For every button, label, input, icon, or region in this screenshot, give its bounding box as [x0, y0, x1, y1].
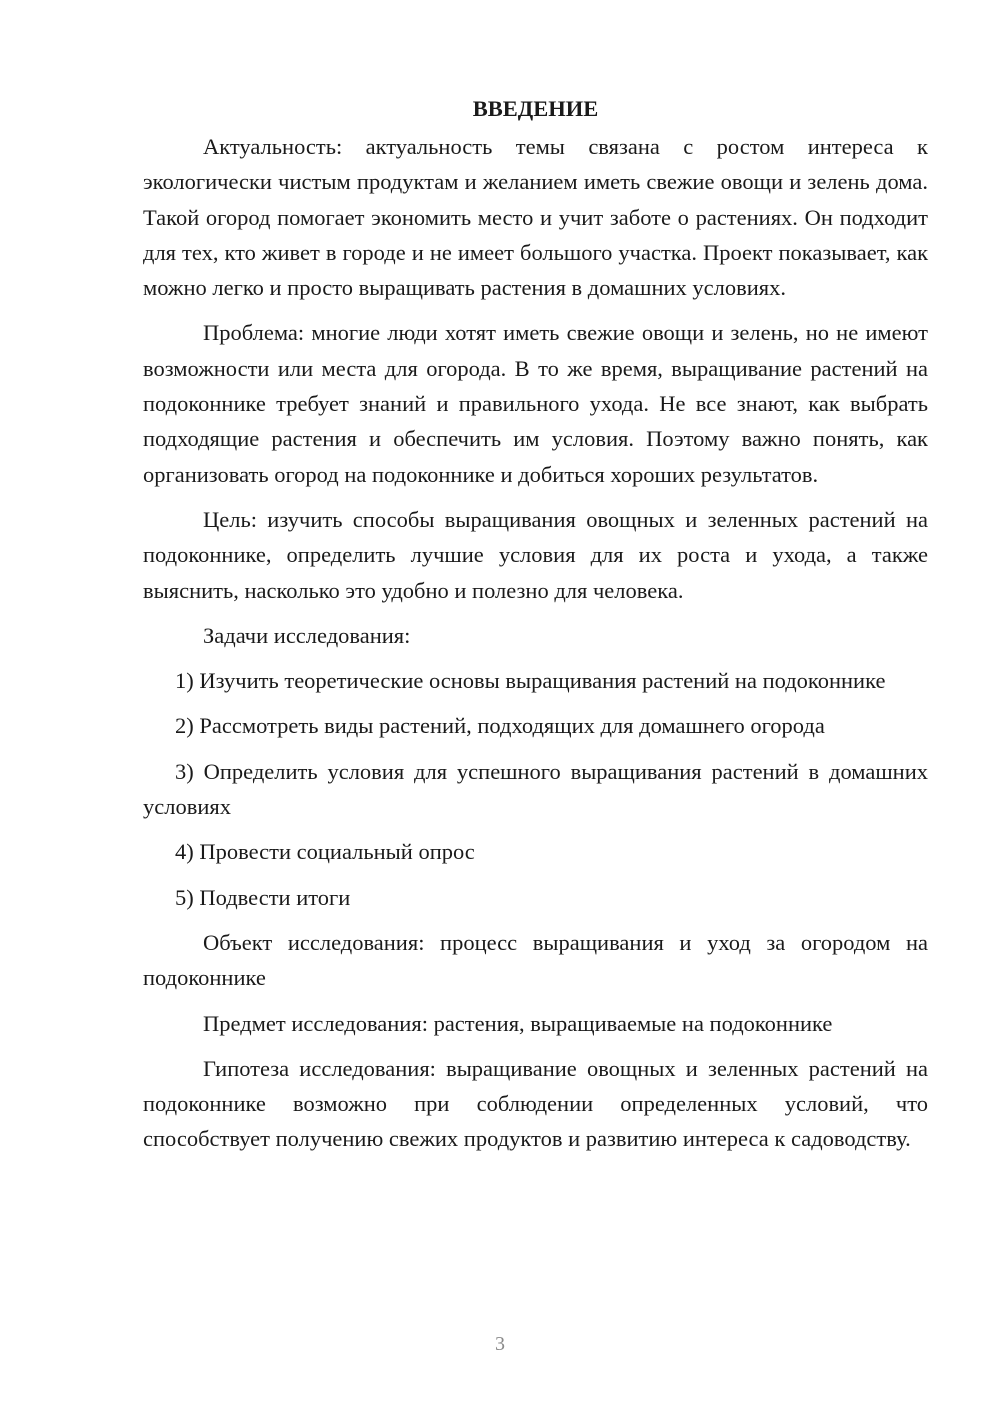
document-page: [143, 92, 928, 1167]
problem-paragraph: Проблема: многие люди хотят иметь свежие овощи и зелень, но не имеют возможности или места для огорода. В то же время, выращивание растений на подоконнике требует знаний и правильного ухода. Не все знают, как выбрать подходящие растения и обеспечить им условия. Поэтому важно понять, как организовать огород на подоконнике и добиться хороших результатов.: [143, 320, 928, 487]
page-number: 3: [495, 1333, 505, 1355]
task-item: 1) Изучить теоретические основы выращивания растений на подоконнике: [175, 668, 886, 694]
task-item: 2) Рассмотреть виды растений, подходящих для домашнего огорода: [175, 713, 825, 739]
page-title: ВВЕДЕНИЕ: [472, 96, 599, 121]
tasks-heading: Задачи исследования:: [203, 622, 411, 648]
task-item: 5) Подвести итоги: [175, 884, 351, 910]
task-item: 4) Провести социальный опрос: [175, 839, 475, 865]
relevance-paragraph: Актуальность: актуальность темы связана с ростом интереса к экологически чистым продуктам и желанием иметь свежие овощи и зелень дома. Такой огород помогает экономить место и учит заботе о растениях. Он подходит для тех, кто живет в городе и не имеет большого участка. Проект показывает, как можно легко и просто выращивать растения в домашних условиях.: [143, 134, 928, 301]
subject-paragraph: Предмет исследования: растения, выращиваемые на подоконнике: [203, 1010, 833, 1036]
hypothesis-paragraph: Гипотеза исследования: выращивание овощных и зеленных растений на подоконнике возможно при соблюдении определенных условий, что способствует получению свежих продуктов и развитию интереса к садоводству.: [143, 1055, 928, 1152]
object-paragraph: Объект исследования: процесс выращивания и уход за огородом на подоконнике: [143, 929, 928, 991]
tasks-list: [143, 663, 928, 915]
task-item: 3) Определить условия для успешного выращивания растений в домашних условиях: [143, 758, 928, 820]
goal-paragraph: Цель: изучить способы выращивания овощных и зеленных растений на подоконнике, определить лучшие условия для их роста и ухода, а также выяснить, насколько это удобно и полезно для человека.: [143, 506, 928, 603]
